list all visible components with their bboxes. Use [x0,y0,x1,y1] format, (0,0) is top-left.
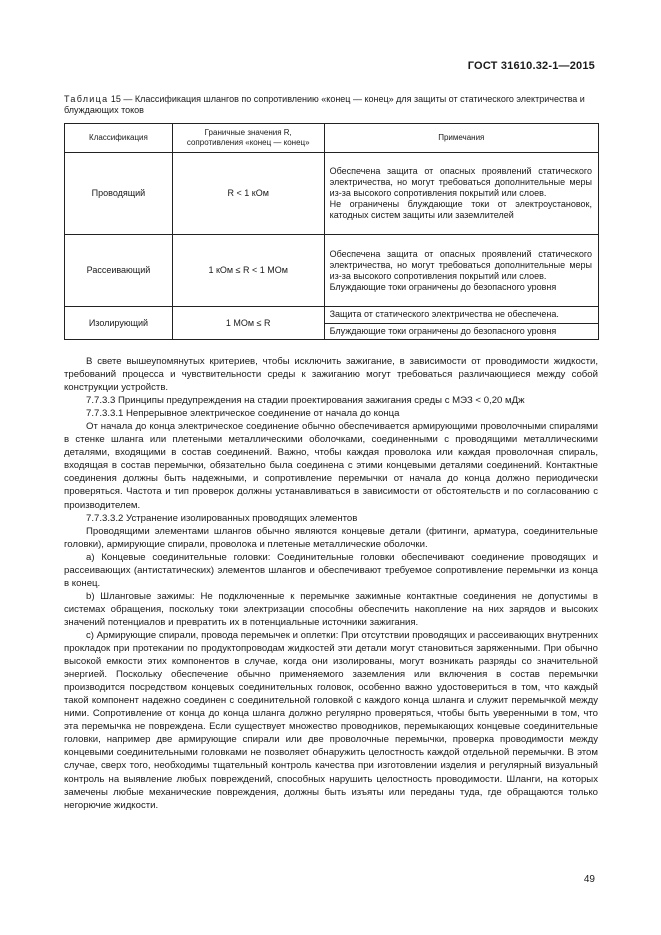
document-code: ГОСТ 31610.32-1—2015 [467,60,595,72]
body-paragraph: В свете вышеупомянутых критериев, чтобы исключить зажигание, в зависимости от проводимости жидкости, требований процесса и чувствительности среды к зажиганию могут требоваться различающиеся между собой конструкции устройств. [64,356,598,394]
header-limits: Граничные значения R, сопротивления «конец — конец» [172,124,324,153]
row-notes [324,235,598,307]
table-row [65,153,599,235]
header-classification: Классификация [65,124,173,153]
notes-divider [325,323,598,324]
row-note: Блуждающие токи ограничены до безопасного уровня [329,281,557,292]
row-limit: R < 1 кОм [172,153,324,235]
row-note: Обеспечена защита от опасных проявлений статического электричества, но могут требоваться дополнительные меры из-за высокого сопротивления покрытий или слоев. [329,248,592,281]
row-note: Защита от статического электричества не обеспечена. [329,309,559,319]
row-note: Обеспечена защита от опасных проявлений статического электричества, но могут требоваться дополнительные меры из-за высокого сопротивления покрытий или слоев. [329,166,592,198]
row-classification: Рассеивающий [65,235,173,307]
classification-table [64,123,599,340]
section-heading: 7.7.3.3 Принципы предупреждения на стадии проектирования зажигания среды с МЭЗ < 0,20 мДж [86,395,525,407]
row-notes [324,153,598,235]
row-note: Не ограничены блуждающие токи от электроустановок, катодных систем защиты или заземлителей [329,199,592,220]
subsection-heading: 7.7.3.3.2 Устранение изолированных проводящих элементов [86,512,358,524]
table-row [65,235,599,307]
row-notes [324,307,598,340]
row-note: Блуждающие токи ограничены до безопасного уровня [329,326,557,336]
row-limit: 1 МОм ≤ R [172,307,324,340]
table-header-row [65,124,599,153]
row-classification: Проводящий [65,153,173,235]
table-row [65,307,599,340]
list-item: c) Армирующие спирали, провода перемычек и оплетки: При отсутствии проводящих и рассеивающих внутренних прокладок при протекании по продуктопроводам жидкостей эти детали могут становиться заряженными. При обычно высокой емкости этих компонентов в случае, когда они изолированы, могут возникать разряды со значительной энергией. Поскольку обеспечение обычно применяемого заземления или включения в состав перемычки производится посредством концевых соединительных головок, особенно важно удостовериться в том, что каждый такой компонент надежно соединен с соединительной головкой с каждого конца шланга и служит перемычкой между ними. Сопротивление от конца до конца шланга должно регулярно проверяться, чтобы быть уверенными в том, что эта перемычка не повреждена. Если существует множество проводников, перемыкающих концевые соединительные головки, например две армирующие спирали или две проволочные перемычки, проверка проводимости между концевыми соединительными головками не позволяет обнаружить целостность каждой отдельной перемычки. В этом случае, сверх того, необходимы тщательный контроль качества при изготовлении изделия и регулярный визуальный контроль на выявление любых повреждений, способных нарушить целостность проводимости. Шланги, на которых замечены любые механические повреждения, должны быть изъяты или переданы туда, где обращаются только негорючие жидкости. [64,629,598,811]
header-notes: Примечания [324,124,598,153]
body-paragraph: От начала до конца электрическое соединение обычно обеспечивается армирующими проволочными спиралями в стенке шланга или плетеными металлическими оболочками, соединенными с проводящими металлическими деталями, входящими в состав соединений. Важно, чтобы каждая проволока или каждая проволочная спираль, входящая в состав перемычки, обязательно была соединена с этими концевыми деталями соединений. Контактные соединения должны быть надежными, и сопротивление перемычки от начала до конца должно периодически проверяться. Частота и тип проверок должны устанавливаться в зависимости от обстоятельств и по согласованию с производителем. [64,421,598,511]
row-limit: 1 кОм ≤ R < 1 МОм [172,235,324,307]
table-caption-text: 15 — Классификация шлангов по сопротивлению «конец — конец» для защиты от статического электричества и блуждающих токов [64,94,585,115]
table-caption-prefix: Таблица [64,94,109,104]
body-text [64,355,598,812]
page-number: 49 [583,874,595,885]
body-paragraph: Проводящими элементами шлангов обычно являются концевые детали (фитинги, арматура, соединительные головки), армирующие спирали, проволока и плетеные металлические оболочки. [64,525,598,550]
list-item: b) Шланговые зажимы: Не подключенные к перемычке зажимные контактные соединения не допустимы в системах обращения, поскольку токи электризации способны обеспечить накопление на них зарядов и высоких значений потенциалов и превратить их в потенциальные источники зажигания. [64,590,598,628]
row-classification: Изолирующий [65,307,173,340]
table-caption [64,94,604,116]
list-item: a) Концевые соединительные головки: Соединительные головки обеспечивают соединение проводящих и рассеивающих (антистатических) элементов шлангов и обеспечивают требуемое сопротивление перемычки из конца в конец. [64,551,598,589]
subsection-heading: 7.7.3.3.1 Непрерывное электрическое соединение от начала до конца [86,408,400,420]
